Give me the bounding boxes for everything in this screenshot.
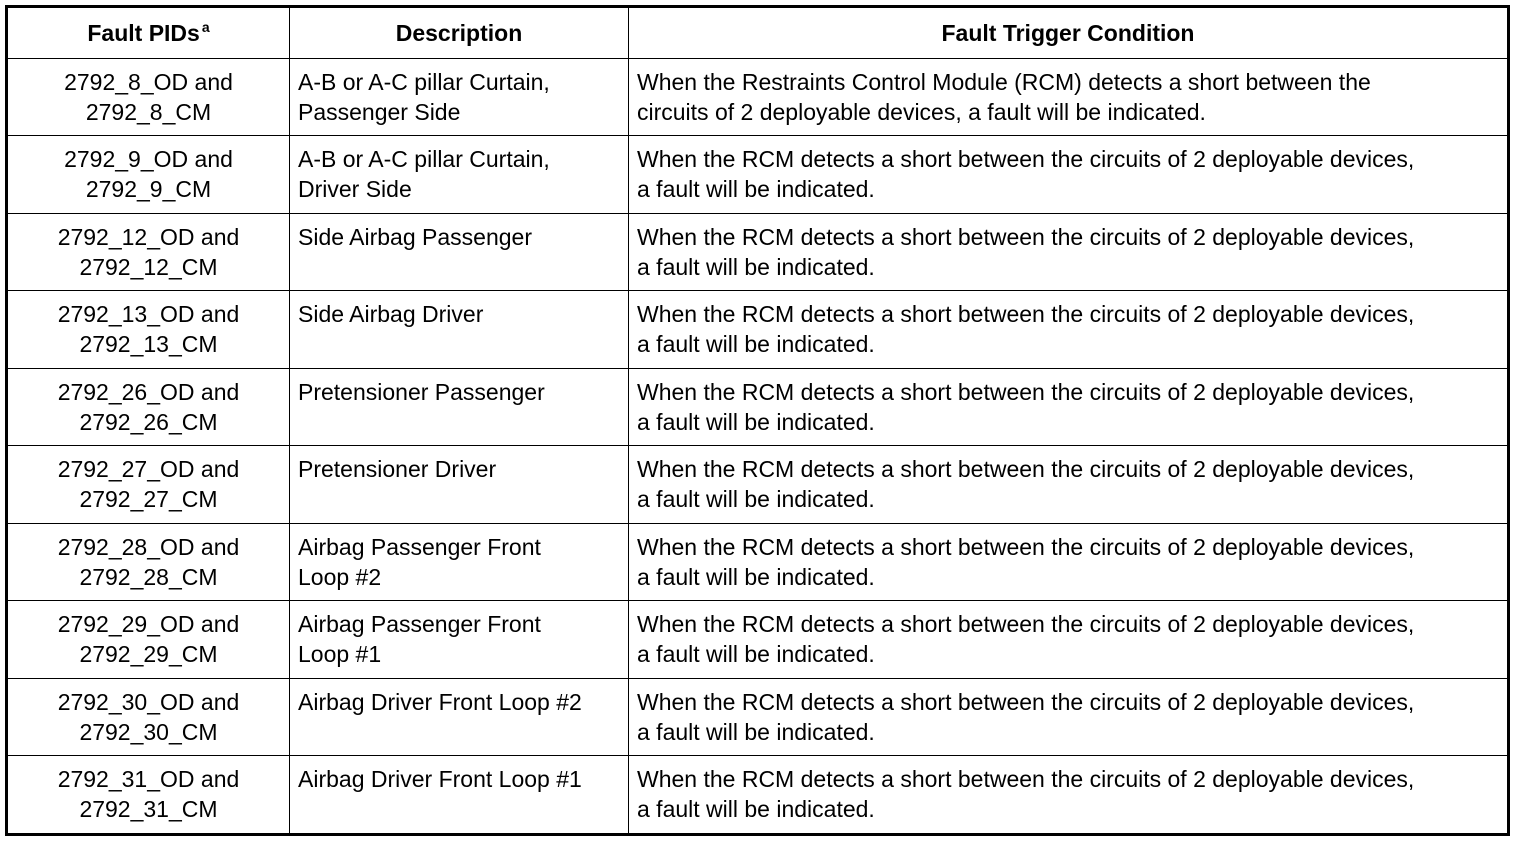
trigger-condition-cell	[629, 368, 1509, 445]
fault-pid-cell-line: 2792_27_CM	[79, 486, 218, 513]
fault-pid-cell-line: 2792_26_OD and	[57, 378, 240, 405]
fault-pid-cell-line: 2792_31_CM	[79, 796, 218, 823]
fault-pid-cell	[7, 601, 290, 678]
table-header-row	[7, 7, 1509, 59]
header-footnote-marker: a	[201, 19, 210, 35]
table-row	[7, 446, 1509, 523]
fault-pid-cell	[7, 59, 290, 136]
description-cell	[290, 59, 629, 136]
trigger-condition-cell-line: When the RCM detects a short between the circuits of 2 deployable devices,	[637, 378, 1415, 405]
trigger-condition-cell-line: When the RCM detects a short between the circuits of 2 deployable devices,	[637, 146, 1415, 173]
fault-pid-cell-line: 2792_12_OD and	[57, 223, 240, 250]
trigger-condition-cell-line: circuits of 2 deployable devices, a fault will be indicated.	[637, 99, 1206, 125]
trigger-condition-cell-line: When the RCM detects a short between the circuits of 2 deployable devices,	[637, 766, 1415, 793]
header-fault-pids	[7, 7, 290, 59]
description-cell-line: Side Airbag Passenger	[298, 223, 532, 250]
trigger-condition-cell-line: When the Restraints Control Module (RCM) detects a short between the	[637, 69, 1371, 95]
trigger-condition-cell	[629, 756, 1509, 835]
description-cell-line: A-B or A-C pillar Curtain,	[298, 69, 550, 95]
description-cell	[290, 136, 629, 213]
trigger-condition-cell	[629, 59, 1509, 136]
trigger-condition-cell-line: a fault will be indicated.	[637, 641, 875, 668]
fault-pid-cell-line: 2792_9_OD and	[64, 146, 233, 173]
trigger-condition-cell-line: When the RCM detects a short between the circuits of 2 deployable devices,	[637, 611, 1415, 638]
fault-table	[5, 5, 1510, 836]
description-cell	[290, 523, 629, 600]
header-trigger-condition: Fault Trigger Condition	[629, 7, 1509, 59]
trigger-condition-cell-line: When the RCM detects a short between the circuits of 2 deployable devices,	[637, 688, 1415, 715]
trigger-condition-cell-line: When the RCM detects a short between the circuits of 2 deployable devices,	[637, 223, 1415, 250]
trigger-condition-cell-line: When the RCM detects a short between the circuits of 2 deployable devices,	[637, 301, 1415, 328]
table-row	[7, 368, 1509, 445]
table-row	[7, 756, 1509, 835]
fault-pid-cell	[7, 678, 290, 755]
header-fault-pids-label: Fault PIDs	[87, 20, 200, 46]
fault-pid-cell	[7, 213, 290, 290]
description-cell-line: Pretensioner Driver	[298, 456, 497, 483]
table-body	[7, 59, 1509, 835]
fault-pid-cell	[7, 446, 290, 523]
description-cell-line: Passenger Side	[298, 99, 461, 125]
fault-pid-cell-line: 2792_28_CM	[79, 563, 218, 590]
fault-pid-cell-line: 2792_29_CM	[79, 641, 218, 668]
fault-table-container	[5, 5, 1507, 836]
fault-pid-cell-line: 2792_28_OD and	[57, 533, 240, 560]
trigger-condition-cell	[629, 446, 1509, 523]
fault-pid-cell	[7, 368, 290, 445]
trigger-condition-cell	[629, 136, 1509, 213]
trigger-condition-cell-line: a fault will be indicated.	[637, 718, 875, 745]
description-cell	[290, 601, 629, 678]
description-cell-line: Loop #2	[298, 563, 382, 590]
table-row	[7, 291, 1509, 368]
trigger-condition-cell-line: a fault will be indicated.	[637, 796, 875, 823]
header-description: Description	[290, 7, 629, 59]
fault-pid-cell-line: 2792_31_OD and	[57, 766, 240, 793]
table-row	[7, 523, 1509, 600]
fault-pid-cell	[7, 136, 290, 213]
trigger-condition-cell	[629, 601, 1509, 678]
fault-pid-cell-line: 2792_13_OD and	[57, 301, 240, 328]
fault-pid-cell	[7, 756, 290, 835]
description-cell	[290, 446, 629, 523]
description-cell	[290, 291, 629, 368]
description-cell-line: Side Airbag Driver	[298, 301, 484, 328]
description-cell-line: Airbag Passenger Front	[298, 611, 541, 638]
description-cell-line: A-B or A-C pillar Curtain,	[298, 146, 550, 173]
description-cell-line: Loop #1	[298, 641, 382, 668]
trigger-condition-cell-line: When the RCM detects a short between the circuits of 2 deployable devices,	[637, 533, 1415, 560]
fault-pid-cell-line: 2792_30_OD and	[57, 688, 240, 715]
description-cell-line: Pretensioner Passenger	[298, 378, 545, 405]
trigger-condition-cell-line: a fault will be indicated.	[637, 176, 875, 203]
table-row	[7, 678, 1509, 755]
trigger-condition-cell-line: a fault will be indicated.	[637, 408, 875, 435]
description-cell	[290, 213, 629, 290]
table-row	[7, 59, 1509, 136]
table-row	[7, 213, 1509, 290]
fault-pid-cell	[7, 523, 290, 600]
description-cell-line: Driver Side	[298, 176, 412, 203]
fault-pid-cell-line: 2792_29_OD and	[57, 611, 240, 638]
fault-pid-cell-line: 2792_13_CM	[79, 331, 218, 358]
description-cell	[290, 756, 629, 835]
description-cell-line: Airbag Driver Front Loop #2	[298, 688, 582, 715]
trigger-condition-cell-line: a fault will be indicated.	[637, 563, 875, 590]
description-cell	[290, 368, 629, 445]
trigger-condition-cell	[629, 291, 1509, 368]
description-cell-line: Airbag Passenger Front	[298, 533, 541, 560]
fault-pid-cell-line: 2792_9_CM	[85, 176, 212, 203]
fault-pid-cell-line: 2792_26_CM	[79, 408, 218, 435]
fault-pid-cell-line: 2792_30_CM	[79, 718, 218, 745]
fault-pid-cell-line: 2792_12_CM	[79, 253, 218, 280]
table-row	[7, 601, 1509, 678]
fault-pid-cell-line: 2792_8_CM	[85, 99, 212, 125]
trigger-condition-cell-line: When the RCM detects a short between the circuits of 2 deployable devices,	[637, 456, 1415, 483]
trigger-condition-cell	[629, 523, 1509, 600]
description-cell-line: Airbag Driver Front Loop #1	[298, 766, 582, 793]
description-cell	[290, 678, 629, 755]
fault-pid-cell-line: 2792_27_OD and	[57, 456, 240, 483]
trigger-condition-cell-line: a fault will be indicated.	[637, 331, 875, 358]
trigger-condition-cell-line: a fault will be indicated.	[637, 486, 875, 513]
table-row	[7, 136, 1509, 213]
fault-pid-cell	[7, 291, 290, 368]
fault-pid-cell-line: 2792_8_OD and	[64, 69, 233, 95]
trigger-condition-cell	[629, 678, 1509, 755]
trigger-condition-cell-line: a fault will be indicated.	[637, 253, 875, 280]
trigger-condition-cell	[629, 213, 1509, 290]
